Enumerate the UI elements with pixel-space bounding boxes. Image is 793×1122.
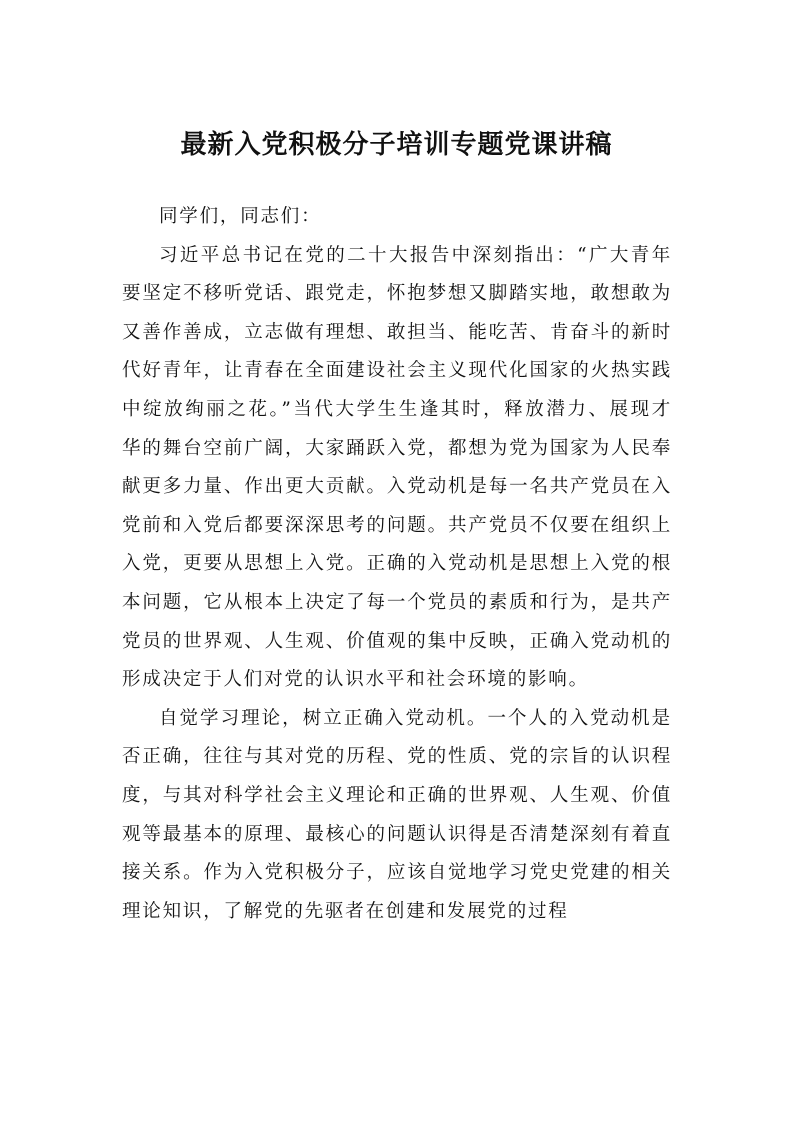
paragraph-greeting: 同学们，同志们： [159,206,322,227]
document-body [122,198,672,931]
paragraph-1: 习近平总书记在党的二十大报告中深刻指出：“广大青年要坚定不移听党话、跟党走，怀抱梦想又脚踏实地，敢想敢为又善作善成，立志做有理想、敢担当、能吃苦、肯奋斗的新时代好青年，让青春在全面建设社会主义现代化国家的火热实践中绽放绚丽之花。”当代大学生生逢其时，释放潜力、展现才华的舞台空前广阔，大家踊跃入党，都想为党为国家为人民奉献更多力量、作出更大贡献。入党动机是每一名共产党员在入党前和入党后都要深深思考的问题。共产党员不仅要在组织上入党，更要从思想上入党。正确的入党动机是思想上入党的根本问题，它从根本上决定了每一个党员的素质和行为，是共产党员的世界观、人生观、价值观的集中反映，正确入党动机的形成决定于人们对党的认识水平和社会环境的影响。 [122,244,672,691]
document-title: 最新入党积极分子培训专题党课讲稿 [180,130,613,160]
paragraph-2: 自觉学习理论，树立正确入党动机。一个人的入党动机是否正确，往往与其对党的历程、党的性质、党的宗旨的认识程度，与其对科学社会主义理论和正确的世界观、人生观、价值观等最基本的原理、最核心的问题认识得是否清楚深刻有着直接关系。作为入党积极分子，应该自觉地学习党史党建的相关理论知识，了解党的先驱者在创建和发展党的过程 [122,707,672,922]
